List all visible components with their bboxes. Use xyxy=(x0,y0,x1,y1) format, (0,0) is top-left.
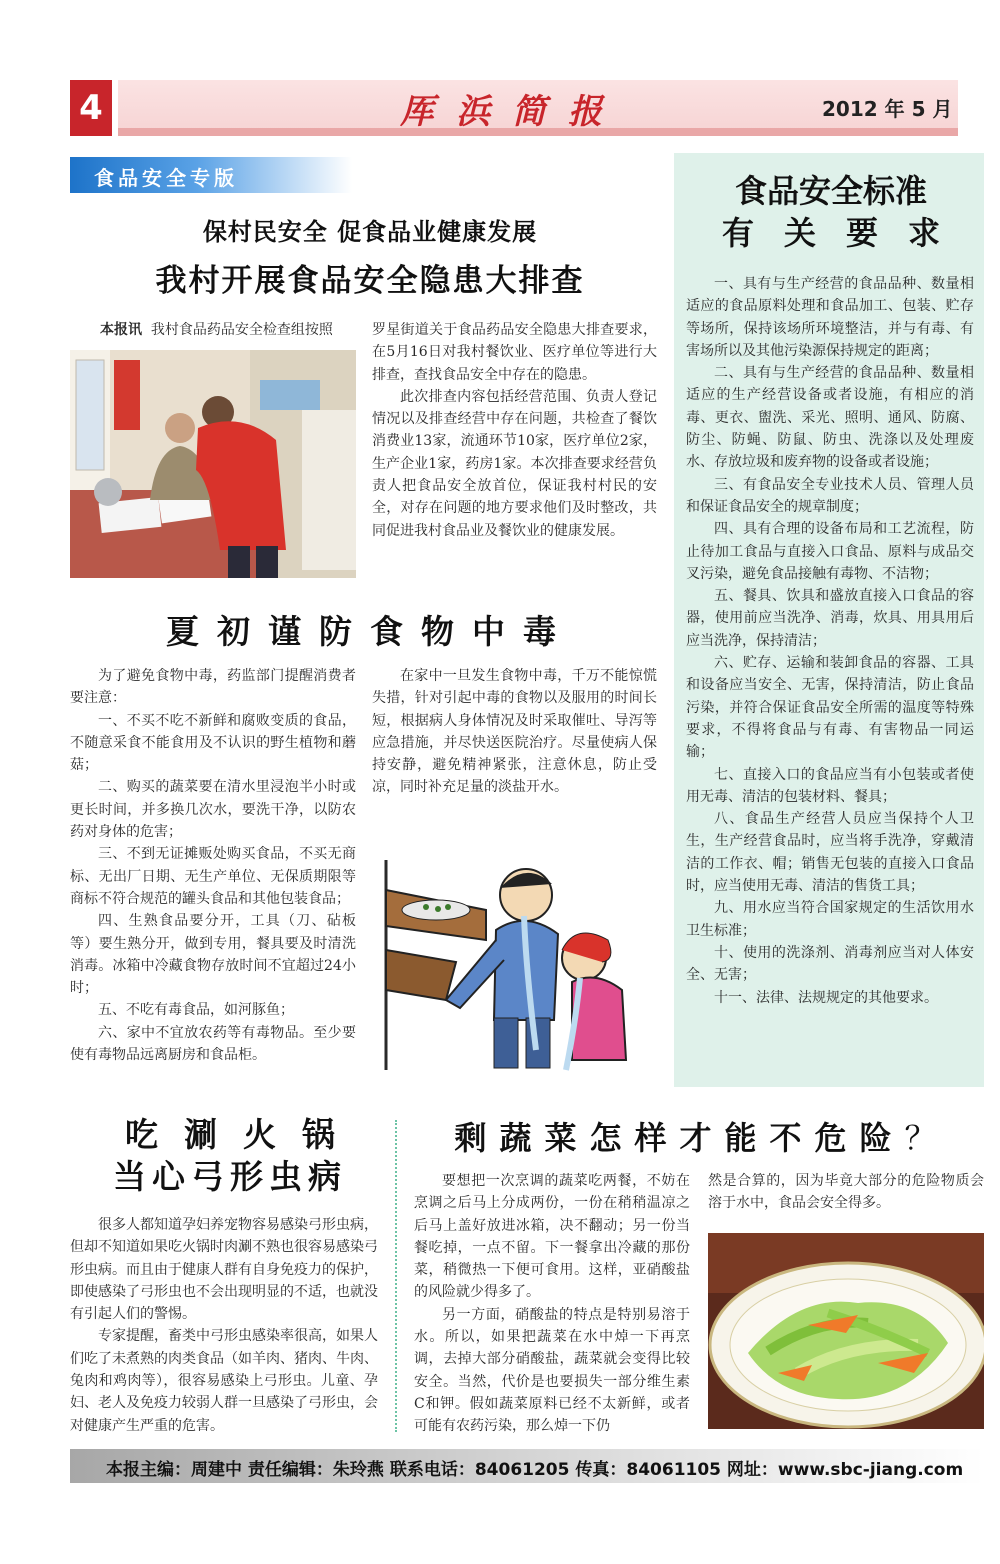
standards-item: 三、有食品安全专业技术人员、管理人员和保证食品安全的规章制度； xyxy=(686,476,974,515)
article1-subtitle: 保村民安全 促食品业健康发展 xyxy=(202,218,538,246)
section-tag xyxy=(70,157,352,193)
standards-title-line2: 有关要求 xyxy=(721,214,970,252)
inspection-photo xyxy=(70,350,356,578)
article2-p2: 二、购买的蔬菜要在清水里浸泡半小时或更长时间，并多换几次水，要洗干净，以防农药对身体的危害； xyxy=(70,779,356,841)
standards-title xyxy=(700,170,970,254)
food-poisoning-illustration xyxy=(376,850,656,1078)
article1-p2: 此次排查内容包括经营范围、负责人登记情况以及排查经营中存在问题，共检查了餐饮消费业13家，流通环节10家，医疗单位2家，生产企业1家，药房1家。本次排查要求经营负责人把食品安全放首位，保证我村村民的安全，对存在问题的地方要求他们及时整改，共同促进我村食品业及餐饮业的健康发展。 xyxy=(372,388,657,539)
standards-item: 十一、法律、法规规定的其他要求。 xyxy=(714,989,938,1006)
article2-body-col1 xyxy=(70,665,356,1066)
article3-title-line2: 当心弓形虫病 xyxy=(113,1157,347,1196)
standards-item: 六、贮存、运输和装卸食品的容器、工具和设备应当安全、无害，保持清洁，防止食品污染，并符合保证食品安全所需的温度等特殊要求，不得将食品与有毒、有害物品一同运输； xyxy=(686,655,974,761)
paper-name: 厍浜简报 xyxy=(400,92,624,132)
standards-item: 十、使用的洗涤剂、消毒剂应当对人体安全、无害； xyxy=(686,944,974,984)
article1-title: 我村开展食品安全隐患大排查 xyxy=(155,263,585,299)
article4-p1: 要想把一次烹调的蔬菜吃两餐，不妨在烹调之后马上分成两份，一份在稍稍温凉之后马上盖好放进冰箱，决不翻动；另一份当餐吃掉，一点不留。下一餐拿出冷藏的那份菜，稍微热一下便可食用。这样，亚硝酸盐的风险就少得多了。 xyxy=(414,1173,690,1301)
article2-p5: 五、不吃有毒食品，如河豚鱼； xyxy=(98,1002,294,1019)
standards-item: 五、餐具、饮具和盛放直接入口食品的容器，使用前应当洗净、消毒，炊具、用具用后应当洗净，保持清洁； xyxy=(686,588,974,649)
article4-title-mark: ？ xyxy=(904,1119,950,1157)
article1-lead: 本报讯 xyxy=(100,322,142,338)
issue-date: 2012 年 5 月 xyxy=(822,97,953,121)
article2-p1: 一、不买不吃不新鲜和腐败变质的食品，不随意采食不能食用及不认识的野生植物和蘑菇； xyxy=(70,712,356,774)
footer-text: 本报主编：周建中 责任编辑：朱玲燕 联系电话：84061205 传真：84061105 网址：www.sbc-jiang.com xyxy=(106,1460,964,1480)
article2-p4: 四、生熟食品要分开，工具（刀、砧板等）要生熟分开，做到专用，餐具要及时清洗消毒。冰箱中冷藏食物存放时间不宜超过24小时； xyxy=(70,913,356,997)
article3-title-line1: 吃涮火锅 xyxy=(125,1115,361,1154)
article3-body xyxy=(70,1214,378,1437)
article4-body-col2 xyxy=(708,1170,984,1215)
standards-item: 二、具有与生产经营的食品品种、数量相适应的生产经营设备或者设施，有相应的消毒、更衣、盥洗、采光、照明、通风、防腐、防尘、防蝇、防鼠、防虫、洗涤以及处理废水、存放垃圾和废弃物的设备或者设施； xyxy=(686,365,974,471)
page-number: 4 xyxy=(70,80,112,136)
footer-bar xyxy=(70,1449,984,1483)
article1-body-col2 xyxy=(372,319,657,542)
standards-item: 七、直接入口的食品应当有小包装或者使用无毒、清洁的包装材料、餐具； xyxy=(686,766,974,805)
article1-p1-part1: 我村食品药品安全检查组按照 xyxy=(150,322,333,338)
standards-title-line1: 食品安全标准 xyxy=(734,172,927,210)
article4-title xyxy=(412,1113,992,1159)
standards-item: 一、具有与生产经营的食品品种、数量相适应的食品原料处理和食品加工、包装、贮存等场所，保持该场所环境整洁，并与有毒、有害场所以及其他污染源保持规定的距离； xyxy=(686,276,974,359)
section-label: 食品安全专版 xyxy=(94,166,238,190)
article2-p0: 为了避免食物中毒，药监部门提醒消费者要注意： xyxy=(70,668,356,707)
standards-item: 八、食品生产经营人员应当保持个人卫生，生产经营食品时，应当将手洗净，穿戴清洁的工作衣、帽；销售无包装的直接入口食品时，应当使用无毒、清洁的售货工具； xyxy=(686,811,974,895)
article4-title-text: 剩蔬菜怎样才能不危险 xyxy=(454,1119,905,1157)
article2-title: 夏初谨防食物中毒 xyxy=(166,612,574,651)
article4-p2: 另一方面，硝酸盐的特点是特别易溶于水。所以，如果把蔬菜在水中焯一下再烹调，去掉大部分硝酸盐，蔬菜就会变得比较安全。当然，代价是也要损失一部分维生素C和钾。假如蔬菜原料已经不太新鲜，或者可能有农药污染，那么焯一下仍 xyxy=(414,1306,690,1435)
article2-p3: 三、不到无证摊贩处购买食品，不买无商标、无出厂日期、无生产单位、无保质期限等商标不符合规范的罐头食品和其他包装食品； xyxy=(70,846,356,907)
article2-p6: 六、家中不宜放农药等有毒物品。至少要使有毒物品远离厨房和食品柜。 xyxy=(70,1024,356,1064)
article1-p1-part2: 罗星街道关于食品药品安全隐患大排查要求，在5月16日对我村餐饮业、医疗单位等进行大排查，查找食品安全中存在的隐患。 xyxy=(372,322,657,383)
article2-p7: 在家中一旦发生食物中毒，千万不能惊慌失措，针对引起中毒的食物以及服用的时间长短，根据病人身体情况及时采取催吐、导泻等应急措施，并尽快送医院治疗。尽量使病人保持安静，避免精神紧张，注意休息，防止受凉，同时补充足量的淡盐开水。 xyxy=(372,668,657,796)
article4-p2-cont: 然是合算的，因为毕竟大部分的危险物质会溶于水中，食品会安全得多。 xyxy=(708,1173,984,1212)
article4-body-col1 xyxy=(414,1170,690,1438)
standards-item: 四、具有合理的设备布局和工艺流程，防止待加工食品与直接入口食品、原料与成品交叉污染，避免食品接触有毒物、不洁物； xyxy=(686,521,974,582)
vegetable-dish-photo xyxy=(708,1233,984,1429)
standards-item: 九、用水应当符合国家规定的生活饮用水卫生标准； xyxy=(686,900,974,939)
standards-list xyxy=(686,273,974,1009)
article3-title xyxy=(70,1114,390,1198)
article1-lead-line xyxy=(100,319,358,341)
column-divider xyxy=(395,1120,397,1432)
article3-p2: 专家提醒，畜类中弓形虫感染率很高，如果人们吃了未煮熟的肉类食品（如羊肉、猪肉、牛肉、兔肉和鸡肉等），很容易感染上弓形虫。儿童、孕妇、老人及免疫力较弱人群一旦感染了弓形虫，会对健康产生严重的危害。 xyxy=(70,1328,378,1434)
article3-p1: 很多人都知道孕妇养宠物容易感染弓形虫病，但却不知道如果吃火锅时肉涮不熟也很容易感染弓形虫病。而且由于健康人群有自身免疫力的保护，即使感染了弓形虫也不会出现明显的不适，也就没有引起人们的警惕。 xyxy=(70,1217,378,1323)
article2-body-col2 xyxy=(372,665,657,799)
